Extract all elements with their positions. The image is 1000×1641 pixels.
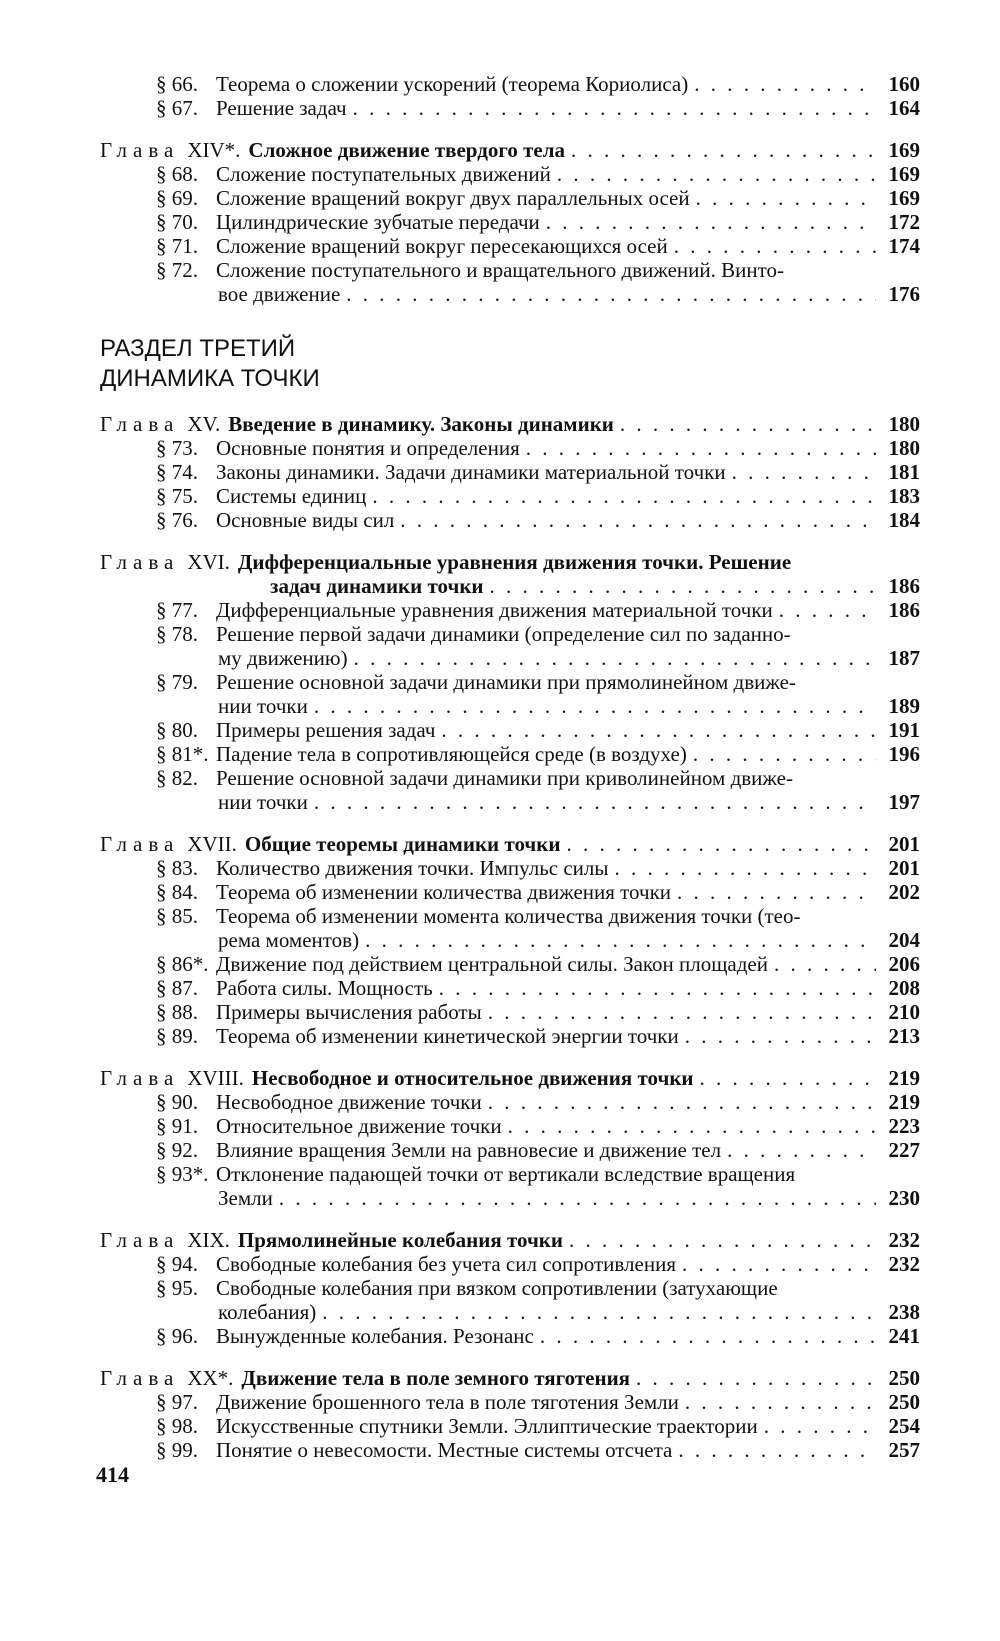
page-ref: 180 [888, 412, 920, 436]
section-title: Искусственные спутники Земли. Эллиптические траектории [216, 1414, 758, 1438]
section-line [156, 72, 920, 96]
dot-leader [682, 1252, 876, 1277]
section-title-continuation: нии точки [218, 694, 308, 718]
chapter-line [100, 1066, 920, 1090]
dot-leader [615, 856, 876, 881]
section-number: § 71. [156, 234, 198, 258]
section-number: § 87. [156, 976, 198, 1000]
section-entry[interactable] [100, 1114, 920, 1138]
section-title: Работа силы. Мощность [216, 976, 433, 1000]
dot-leader [569, 1228, 876, 1253]
chapter-title: Дифференциальные уравнения движения точки. Решение [237, 550, 792, 574]
section-number: § 76. [156, 508, 198, 532]
section-title-continuation-line [156, 282, 920, 306]
page-ref: 202 [888, 880, 920, 904]
chapter-line [100, 550, 920, 574]
section-title-continuation: нии точки [218, 790, 308, 814]
section-line [156, 460, 920, 484]
section-title-continuation-line [156, 928, 920, 952]
section-number: § 91. [156, 1114, 198, 1138]
chapter-number: XV. [187, 412, 221, 436]
page-ref: 189 [888, 694, 920, 718]
section-line [156, 162, 920, 186]
dot-leader [400, 508, 876, 533]
section-entry[interactable] [100, 162, 920, 186]
section-title: Сложение поступательного и вращательного движений. Винто- [216, 258, 784, 282]
section-number: § 84. [156, 880, 198, 904]
section-number: § 90. [156, 1090, 198, 1114]
page-ref: 241 [888, 1324, 920, 1348]
section-line [156, 210, 920, 234]
section-title: Движение под действием центральной силы. Закон площадей [216, 952, 768, 976]
section-entry[interactable] [100, 856, 920, 880]
page-ref: 223 [888, 1114, 920, 1138]
chapter-line [100, 832, 920, 856]
dot-leader [557, 162, 876, 187]
page-ref: 201 [888, 832, 920, 856]
dot-leader [540, 1324, 876, 1349]
section-entry[interactable] [100, 1324, 920, 1348]
page-ref: 257 [888, 1438, 920, 1462]
page-ref: 176 [888, 282, 920, 306]
section-entry[interactable] [100, 1162, 920, 1210]
page-number: 414 [96, 1462, 129, 1487]
page-ref: 196 [888, 742, 920, 766]
dot-leader [693, 742, 876, 767]
dot-leader [546, 210, 876, 235]
section-line [156, 742, 920, 766]
page-ref: 187 [888, 646, 920, 670]
section-entry[interactable] [100, 598, 920, 622]
section-number: § 83. [156, 856, 198, 880]
dot-leader [774, 952, 876, 977]
section-line [156, 1090, 920, 1114]
section-number: § 69. [156, 186, 198, 210]
dot-leader [279, 1186, 876, 1211]
section-number: § 92. [156, 1138, 198, 1162]
section-number: § 75. [156, 484, 198, 508]
section-title: Сложение вращений вокруг двух параллельных осей [216, 186, 690, 210]
chapter-word: Глава [100, 1366, 180, 1390]
chapter-entry[interactable] [100, 412, 920, 436]
page-ref: 250 [888, 1366, 920, 1390]
section-line [156, 258, 920, 282]
section-title: Теорема об изменении кинетической энергии точки [216, 1024, 679, 1048]
chapter-entry[interactable] [100, 1228, 920, 1252]
section-line [156, 880, 920, 904]
section-title: Примеры решения задач [216, 718, 436, 742]
dot-leader [685, 1390, 876, 1415]
section-number: § 93*. [156, 1162, 209, 1186]
section-number: § 77. [156, 598, 198, 622]
section-number: § 98. [156, 1414, 198, 1438]
section-entry[interactable] [100, 1000, 920, 1024]
section-title: Цилиндрические зубчатые передачи [216, 210, 540, 234]
page-ref: 184 [888, 508, 920, 532]
dot-leader [322, 1300, 876, 1325]
section-entry[interactable] [100, 1024, 920, 1048]
page-ref: 181 [888, 460, 920, 484]
section-title: Решение задач [216, 96, 347, 120]
dot-leader [764, 1414, 876, 1439]
section-title: Влияние вращения Земли на равновесие и движение тел [216, 1138, 722, 1162]
chapter-entry[interactable] [100, 138, 920, 162]
section-number: § 68. [156, 162, 198, 186]
chapter-entry[interactable] [100, 550, 920, 598]
section-title: Количество движения точки. Импульс силы [216, 856, 609, 880]
chapter-title: Несвободное и относительное движения точки [251, 1066, 694, 1090]
part-title-line-2: ДИНАМИКА ТОЧКИ [100, 365, 320, 392]
section-line [156, 436, 920, 460]
section-line [156, 484, 920, 508]
chapter-title-continuation: задач динамики точки [270, 574, 484, 598]
section-title: Свободные колебания без учета сил сопротивления [216, 1252, 676, 1276]
chapter-title: Движение тела в поле земного тяготения [241, 1366, 631, 1390]
chapter-title-continuation-line [100, 574, 920, 598]
chapter-line [100, 1366, 920, 1390]
section-title: Дифференциальные уравнения движения материальной точки [216, 598, 773, 622]
page-ref: 169 [888, 162, 920, 186]
dot-leader [571, 138, 876, 163]
section-entry[interactable] [100, 508, 920, 532]
section-number: § 95. [156, 1276, 198, 1300]
section-title: Падение тела в сопротивляющейся среде (в воздухе) [216, 742, 687, 766]
chapter-word: Глава [100, 832, 180, 856]
table-of-contents [100, 72, 920, 1462]
chapter-title: Введение в динамику. Законы динамики [228, 412, 614, 436]
page-ref: 174 [888, 234, 920, 258]
section-line [156, 952, 920, 976]
chapter-entry[interactable] [100, 1066, 920, 1090]
section-line [156, 1000, 920, 1024]
dot-leader [346, 282, 876, 307]
section-number: § 70. [156, 210, 198, 234]
part-title-line-1: РАЗДЕЛ ТРЕТИЙ [100, 335, 296, 362]
page-ref: 204 [888, 928, 920, 952]
dot-leader [353, 96, 876, 121]
chapter-number: XX*. [187, 1366, 234, 1390]
section-title: Основные виды сил [216, 508, 395, 532]
section-title: Теорема о сложении ускорений (теорема Кориолиса) [216, 72, 689, 96]
section-title: Теорема об изменении количества движения точки [216, 880, 672, 904]
page-ref: 232 [888, 1228, 920, 1252]
section-title-continuation: колебания) [218, 1300, 317, 1324]
section-entry[interactable] [100, 436, 920, 460]
dot-leader [490, 574, 876, 599]
section-number: § 72. [156, 258, 198, 282]
section-entry[interactable] [100, 96, 920, 120]
page-ref: 254 [888, 1414, 920, 1438]
section-number: § 89. [156, 1024, 198, 1048]
section-entry[interactable] [100, 952, 920, 976]
section-line [156, 96, 920, 120]
dot-leader [488, 1090, 876, 1115]
section-entry[interactable] [100, 484, 920, 508]
dot-leader [700, 1066, 876, 1091]
page-ref: 180 [888, 436, 920, 460]
chapter-line [100, 412, 920, 436]
section-title: Системы единиц [216, 484, 367, 508]
section-title: Сложение вращений вокруг пересекающихся осей [216, 234, 668, 258]
section-line [156, 766, 920, 790]
section-entry[interactable] [100, 72, 920, 96]
dot-leader [620, 412, 876, 437]
chapter-title: Сложное движение твердого тела [248, 138, 566, 162]
section-line [156, 1324, 920, 1348]
section-line [156, 1024, 920, 1048]
part-heading [100, 334, 920, 394]
section-title: Решение первой задачи динамики (определение сил по заданно- [216, 622, 791, 646]
section-entry[interactable] [100, 766, 920, 814]
page-ref: 238 [888, 1300, 920, 1324]
section-entry[interactable] [100, 742, 920, 766]
section-entry[interactable] [100, 1276, 920, 1324]
section-line [156, 234, 920, 258]
chapter-word: Глава [100, 412, 180, 436]
section-line [156, 1138, 920, 1162]
section-number: § 88. [156, 1000, 198, 1024]
dot-leader [636, 1366, 876, 1391]
dot-leader [372, 484, 876, 509]
section-title: Относительное движение точки [216, 1114, 502, 1138]
section-entry[interactable] [100, 210, 920, 234]
chapter-number: XVI. [187, 550, 230, 574]
section-number: § 73. [156, 436, 198, 460]
section-entry[interactable] [100, 1138, 920, 1162]
dot-leader [354, 646, 876, 671]
chapter-number: XIV*. [187, 138, 241, 162]
section-title: Сложение поступательных движений [216, 162, 551, 186]
dot-leader [441, 718, 876, 743]
chapter-word: Глава [100, 1066, 180, 1090]
section-title: Теорема об изменении момента количества движения точки (тео- [216, 904, 801, 928]
page-ref: 191 [888, 718, 920, 742]
chapter-entry[interactable] [100, 1366, 920, 1390]
section-line [156, 1252, 920, 1276]
section-number: § 94. [156, 1252, 198, 1276]
page-ref: 232 [888, 1252, 920, 1276]
section-title: Решение основной задачи динамики при прямолинейном движе- [216, 670, 796, 694]
section-line [156, 976, 920, 1000]
section-entry[interactable] [100, 186, 920, 210]
section-title: Понятие о невесомости. Местные системы отсчета [216, 1438, 673, 1462]
section-number: § 81*. [156, 742, 209, 766]
dot-leader [677, 880, 876, 905]
section-title: Законы динамики. Задачи динамики материальной точки [216, 460, 726, 484]
section-entry[interactable] [100, 718, 920, 742]
section-title-continuation-line [156, 646, 920, 670]
section-entry[interactable] [100, 1390, 920, 1414]
section-title: Примеры вычисления работы [216, 1000, 482, 1024]
section-number: § 79. [156, 670, 198, 694]
section-line [156, 186, 920, 210]
section-number: § 97. [156, 1390, 198, 1414]
page-ref: 219 [888, 1090, 920, 1114]
dot-leader [678, 1438, 876, 1463]
dot-leader [732, 460, 876, 485]
chapter-number: XIX. [187, 1228, 230, 1252]
section-entry[interactable] [100, 976, 920, 1000]
section-line [156, 1414, 920, 1438]
dot-leader [314, 790, 876, 815]
section-number: § 78. [156, 622, 198, 646]
dot-leader [779, 598, 876, 623]
dot-leader [314, 694, 876, 719]
section-title-continuation: вое движение [218, 282, 341, 306]
section-entry[interactable] [100, 904, 920, 952]
section-title: Основные понятия и определения [216, 436, 520, 460]
section-entry[interactable] [100, 460, 920, 484]
page-ref: 206 [888, 952, 920, 976]
chapter-number: XVII. [187, 832, 237, 856]
section-entry[interactable] [100, 622, 920, 670]
chapter-line [100, 138, 920, 162]
section-number: § 66. [156, 72, 198, 96]
section-title-continuation-line [156, 1186, 920, 1210]
page-ref: 210 [888, 1000, 920, 1024]
dot-leader [566, 832, 876, 857]
section-line [156, 598, 920, 622]
section-number: § 67. [156, 96, 198, 120]
section-line [156, 1390, 920, 1414]
section-title-continuation-line [156, 1300, 920, 1324]
chapter-word: Глава [100, 550, 180, 574]
page-ref: 250 [888, 1390, 920, 1414]
section-title: Движение брошенного тела в поле тяготения Земли [216, 1390, 679, 1414]
chapter-title: Прямолинейные колебания точки [237, 1228, 563, 1252]
section-title: Решение основной задачи динамики при криволинейном движе- [216, 766, 793, 790]
dot-leader [508, 1114, 876, 1139]
section-number: § 86*. [156, 952, 209, 976]
section-line [156, 1162, 920, 1186]
dot-leader [439, 976, 876, 1001]
page-ref: 186 [888, 598, 920, 622]
section-number: § 80. [156, 718, 198, 742]
chapter-entry[interactable] [100, 832, 920, 856]
section-title: Отклонение падающей точки от вертикали вследствие вращения [216, 1162, 796, 1186]
section-entry[interactable] [100, 1252, 920, 1276]
dot-leader [696, 186, 876, 211]
section-number: § 99. [156, 1438, 198, 1462]
section-number: § 96. [156, 1324, 198, 1348]
dot-leader [526, 436, 876, 461]
section-number: § 85. [156, 904, 198, 928]
dot-leader [694, 72, 876, 97]
page-ref: 183 [888, 484, 920, 508]
page-ref: 230 [888, 1186, 920, 1210]
section-line [156, 670, 920, 694]
dot-leader [488, 1000, 876, 1025]
section-line [156, 508, 920, 532]
page-ref: 160 [888, 72, 920, 96]
section-number: § 74. [156, 460, 198, 484]
page-ref: 186 [888, 574, 920, 598]
section-line [156, 856, 920, 880]
section-title-continuation: му движению) [218, 646, 348, 670]
section-line [156, 718, 920, 742]
section-number: § 82. [156, 766, 198, 790]
section-line [156, 1276, 920, 1300]
page-ref: 227 [888, 1138, 920, 1162]
section-title: Вынужденные колебания. Резонанс [216, 1324, 534, 1348]
section-entry[interactable] [100, 670, 920, 718]
chapter-word: Глава [100, 1228, 180, 1252]
page-ref: 164 [888, 96, 920, 120]
dot-leader [685, 1024, 876, 1049]
section-title-continuation-line [156, 694, 920, 718]
page-ref: 219 [888, 1066, 920, 1090]
page-ref: 169 [888, 138, 920, 162]
chapter-word: Глава [100, 138, 180, 162]
section-title: Свободные колебания при вязком сопротивлении (затухающие [216, 1276, 778, 1300]
page-ref: 197 [888, 790, 920, 814]
section-title-continuation: рема моментов) [218, 928, 360, 952]
chapter-title: Общие теоремы динамики точки [244, 832, 561, 856]
section-entry[interactable] [100, 234, 920, 258]
section-line [156, 622, 920, 646]
section-entry[interactable] [100, 1090, 920, 1114]
section-title-continuation-line [156, 790, 920, 814]
section-line [156, 1114, 920, 1138]
page-ref: 169 [888, 186, 920, 210]
section-title-continuation: Земли [218, 1186, 273, 1210]
section-entry[interactable] [100, 1414, 920, 1438]
page-ref: 213 [888, 1024, 920, 1048]
section-entry[interactable] [100, 258, 920, 306]
page-ref: 208 [888, 976, 920, 1000]
dot-leader [674, 234, 876, 259]
section-entry[interactable] [100, 1438, 920, 1462]
section-title: Несвободное движение точки [216, 1090, 482, 1114]
chapter-number: XVIII. [187, 1066, 244, 1090]
section-line [156, 904, 920, 928]
page-ref: 201 [888, 856, 920, 880]
page-ref: 172 [888, 210, 920, 234]
chapter-line [100, 1228, 920, 1252]
dot-leader [365, 928, 876, 953]
section-line [156, 1438, 920, 1462]
section-entry[interactable] [100, 880, 920, 904]
dot-leader [727, 1138, 876, 1163]
